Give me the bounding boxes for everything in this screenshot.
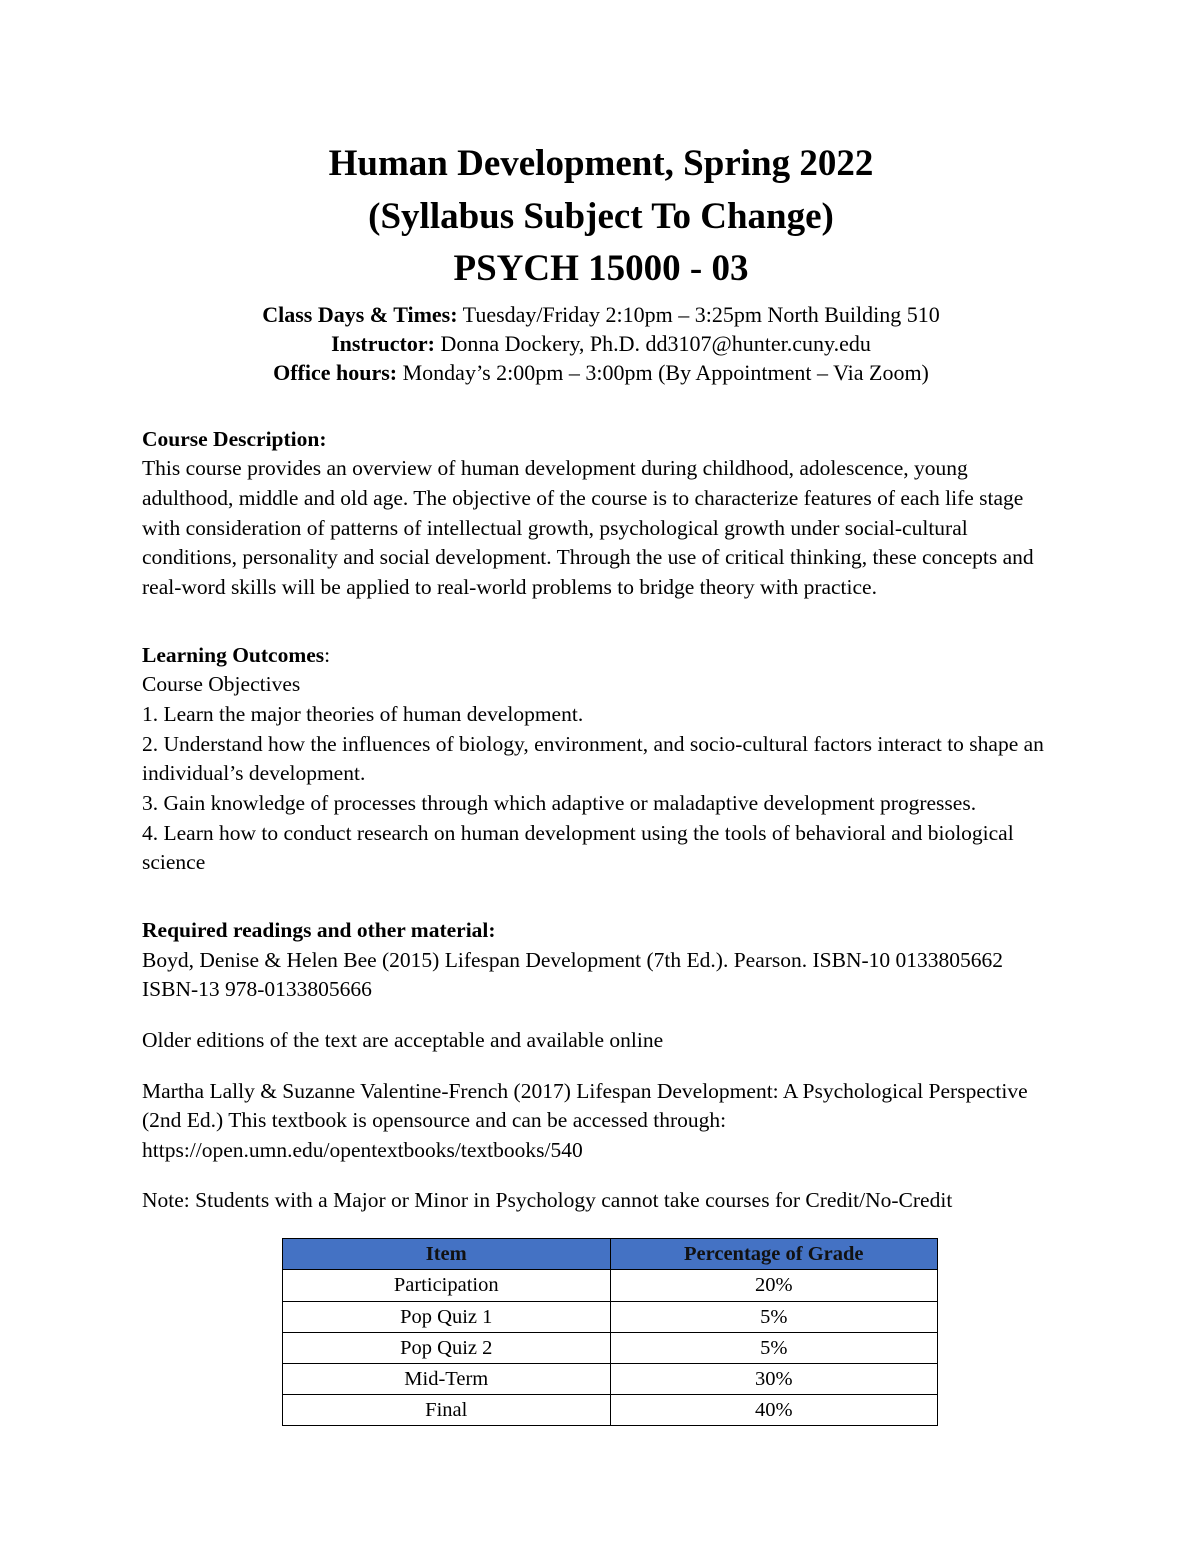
office-hours-value: Monday’s 2:00pm – 3:00pm (By Appointment – Via Zoom) [397, 359, 929, 385]
grade-table-header-cell: Percentage of Grade [610, 1239, 938, 1270]
learning-outcome-item: 4. Learn how to conduct research on human development using the tools of behavioral and biological science [142, 820, 1014, 875]
grade-item-cell: Mid-Term [283, 1363, 611, 1394]
title-line-subtitle: (Syllabus Subject To Change) [368, 195, 834, 237]
grade-percentage-cell: 40% [610, 1395, 938, 1426]
instructor-value: Donna Dockery, Ph.D. dd3107@hunter.cuny.edu [434, 330, 871, 356]
grade-item-cell: Final [283, 1395, 611, 1426]
grade-table-header-cell: Item [283, 1239, 611, 1270]
course-description-body: This course provides an overview of human development during childhood, adolescence, young adulthood, middle and old age. The objective of the course is to characterize features of each life stage with consideration of patterns of intellectual growth, psychological growth under social-cultural conditions, personality and social development. Through the use of critical thinking, these concepts and real-word skills will be applied to real-world problems to bridge theory with practice. [142, 456, 1034, 599]
learning-outcomes-heading-text: Learning Outcomes [142, 642, 325, 667]
class-days-label: Class Days & Times: [262, 301, 458, 327]
grade-item-cell: Participation [283, 1270, 611, 1301]
learning-outcome-item: 1. Learn the major theories of human development. [142, 701, 584, 726]
reading-paragraph: Older editions of the text are acceptable and available online [142, 1027, 664, 1052]
table-row [283, 1363, 938, 1394]
class-days-line [142, 300, 1060, 329]
learning-outcomes-section [142, 641, 1060, 878]
document-title [142, 138, 1060, 296]
reading-paragraph: Boyd, Denise & Helen Bee (2015) Lifespan Development (7th Ed.). Pearson. ISBN-10 0133805662 ISBN-13 978-0133805666 [142, 947, 1004, 1002]
instructor-line [142, 329, 1060, 358]
office-hours-label: Office hours: [273, 359, 398, 385]
grade-item-cell: Pop Quiz 2 [283, 1332, 611, 1363]
title-line-course-code: PSYCH 15000 - 03 [453, 248, 749, 290]
learning-outcomes-heading [142, 641, 1060, 671]
course-info-block [142, 300, 1060, 387]
grade-item-cell: Pop Quiz 1 [283, 1301, 611, 1332]
instructor-label: Instructor: [331, 330, 435, 356]
grade-percentage-cell: 5% [610, 1332, 938, 1363]
course-description-heading: Course Description: [142, 426, 327, 451]
learning-outcome-item: 3. Gain knowledge of processes through which adaptive or maladaptive development progresses. [142, 790, 977, 815]
grade-percentage-cell: 30% [610, 1363, 938, 1394]
table-row [283, 1301, 938, 1332]
table-row [283, 1395, 938, 1426]
grade-table [282, 1238, 938, 1426]
course-description-section [142, 425, 1060, 603]
table-row [283, 1270, 938, 1301]
title-line-course: Human Development, Spring 2022 [328, 143, 874, 184]
learning-outcome-item: 2. Understand how the influences of biology, environment, and socio-cultural factors interact to shape an individual’s development. [142, 731, 1044, 786]
learning-outcomes-heading-colon: : [324, 642, 331, 667]
credit-note-paragraph: Note: Students with a Major or Minor in Psychology cannot take courses for Credit/No-Credit [142, 1188, 953, 1213]
required-readings-heading: Required readings and other material: [142, 917, 496, 942]
required-readings-section [142, 916, 1060, 1216]
class-days-value: Tuesday/Friday 2:10pm – 3:25pm North Building 510 [457, 301, 940, 327]
course-objectives-subheading: Course Objectives [142, 672, 301, 697]
table-row [283, 1332, 938, 1363]
grade-table-header-row [283, 1239, 938, 1270]
office-hours-line [142, 358, 1060, 387]
grade-percentage-cell: 5% [610, 1301, 938, 1332]
grade-percentage-cell: 20% [610, 1270, 938, 1301]
grade-table-wrapper [142, 1238, 1060, 1426]
reading-paragraph: Martha Lally & Suzanne Valentine-French (2017) Lifespan Development: A Psychological Perspective (2nd Ed.) This textbook is opensource and can be accessed through: https://open.umn.edu/opentextbooks/textbooks/540 [142, 1078, 1028, 1162]
